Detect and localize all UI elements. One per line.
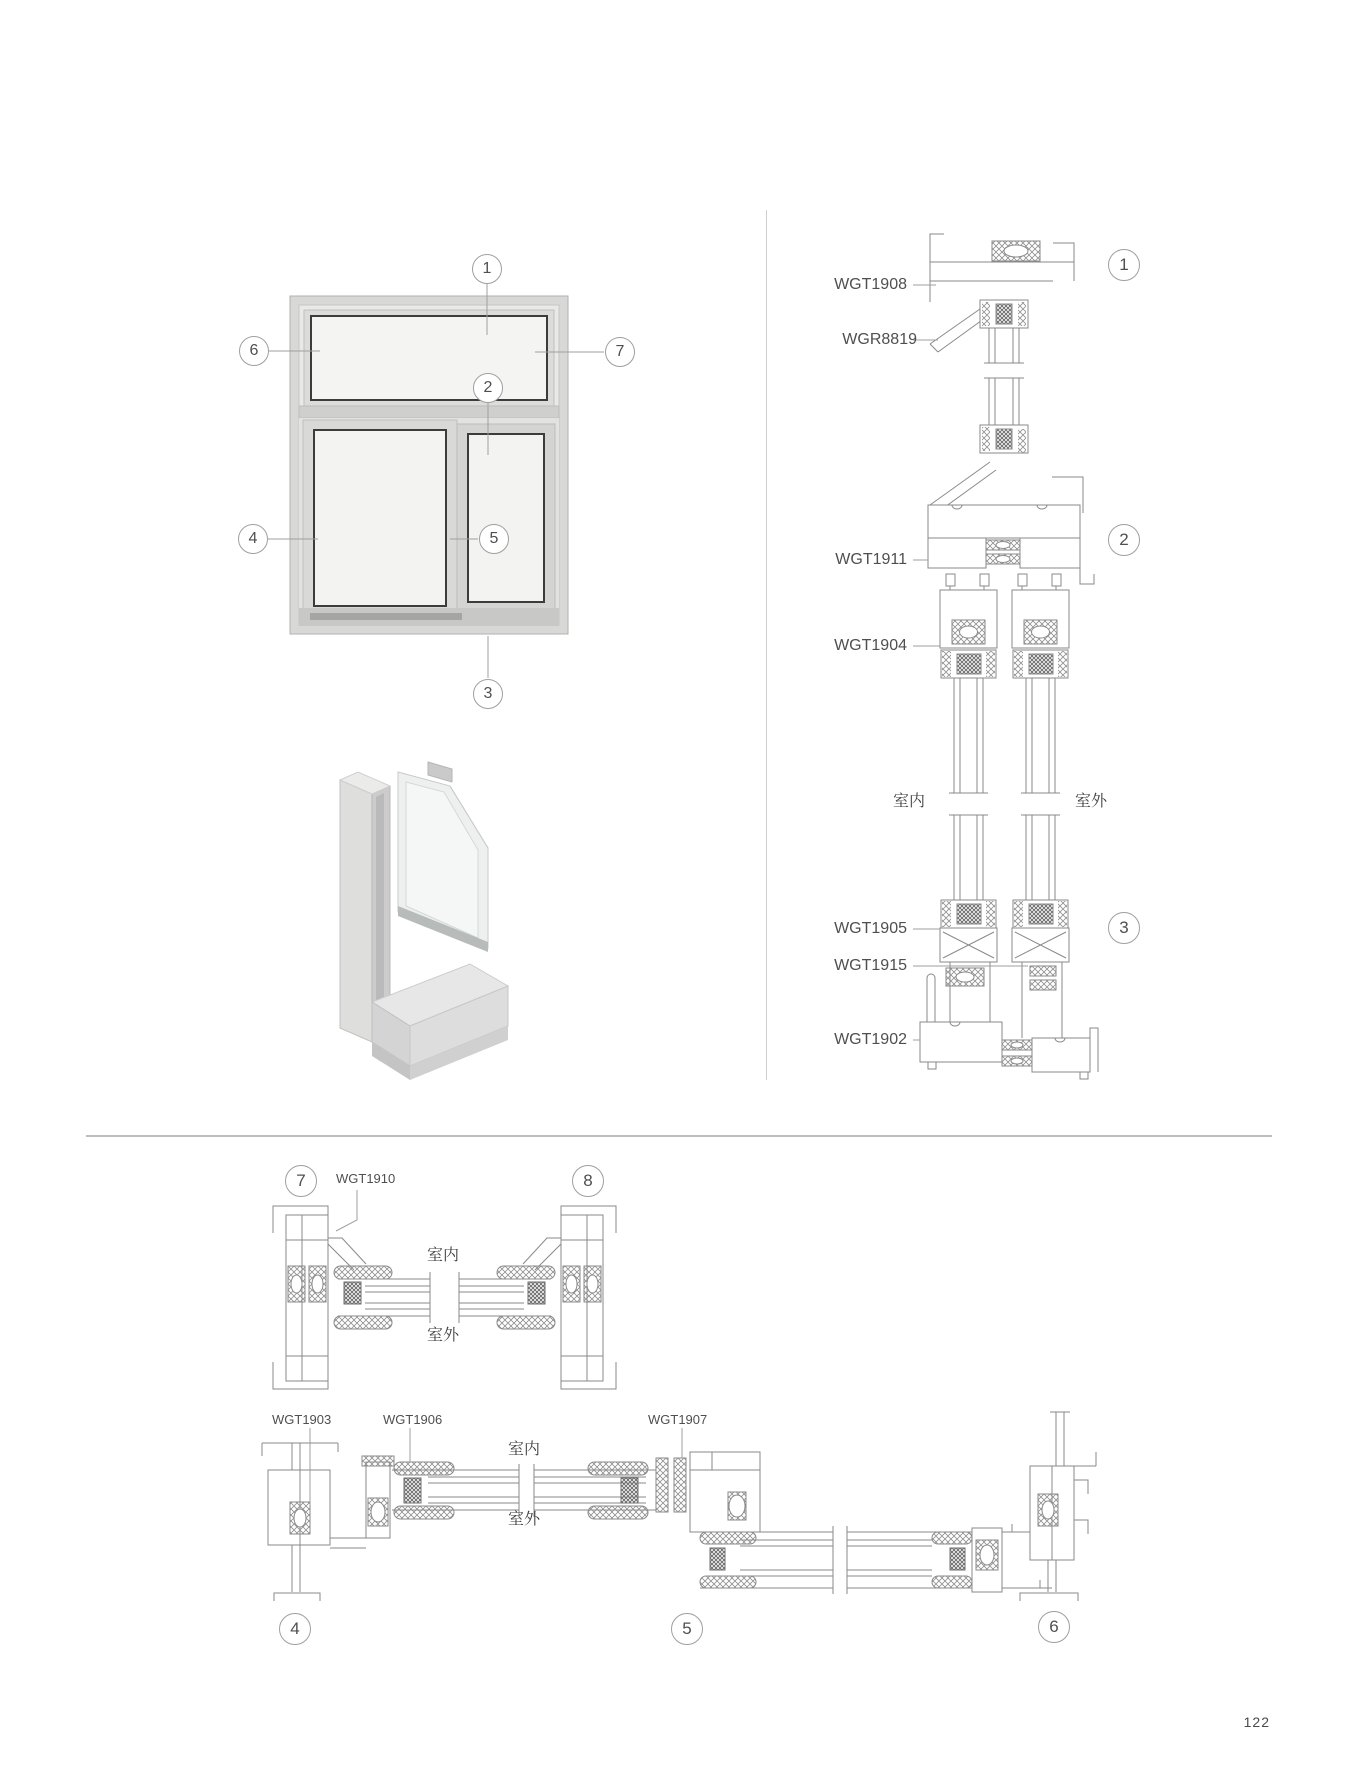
section-divider-line [86,1135,1272,1137]
callout-a7-number: 7 [296,1171,306,1190]
horizontal-section-b-drawing [262,1412,1096,1601]
profile-label-wgt1902: WGT1902 [834,1031,907,1048]
callout-b5-number: 5 [682,1619,692,1638]
profile-label-wgt1906: WGT1906 [383,1412,443,1427]
callout-b4-number: 4 [290,1619,300,1638]
interior-label-section-a: 室内 [427,1247,460,1264]
profile-label-wgt1908: WGT1908 [834,276,907,293]
profile-label-wgr8819: WGR8819 [842,331,917,348]
exterior-label-section-b: 室外 [508,1511,541,1528]
callout-1 [472,254,502,284]
interior-label-section-b: 室内 [508,1441,541,1458]
callout-v3 [1108,912,1140,944]
callout-4-number: 4 [248,530,258,547]
callout-6 [239,336,269,366]
profile-3d-render [340,762,508,1080]
callout-4 [238,524,268,554]
interior-label-vertical: 室内 [892,793,925,810]
callout-a8 [572,1165,604,1197]
callout-v2-number: 2 [1119,530,1129,549]
callout-6-number: 6 [249,342,259,359]
horizontal-section-a-drawing [273,1190,616,1389]
callout-a8-number: 8 [583,1171,593,1190]
profile-label-wgt1910: WGT1910 [336,1171,396,1186]
profile-label-wgt1904: WGT1904 [834,637,907,654]
exterior-label-section-a: 室外 [427,1327,460,1344]
callout-v2 [1108,524,1140,556]
callout-3 [473,679,503,709]
callout-a7 [285,1165,317,1197]
profile-label-wgt1915: WGT1915 [834,957,907,974]
callout-2 [473,373,503,403]
callout-1-number: 1 [482,260,492,277]
profile-label-wgt1903: WGT1903 [272,1412,332,1427]
callout-b6-number: 6 [1049,1617,1059,1636]
callout-5 [479,524,509,554]
page-number: 122 [1243,1714,1270,1730]
callout-b5 [671,1613,703,1645]
callout-5-number: 5 [489,530,499,547]
callout-b4 [279,1613,311,1645]
callout-b6 [1038,1611,1070,1643]
profile-label-wgt1911: WGT1911 [835,551,907,568]
profile-label-wgt1905: WGT1905 [834,920,907,937]
callout-2-number: 2 [483,379,493,396]
callout-7 [605,337,635,367]
callout-v1-number: 1 [1119,255,1129,274]
window-elevation-drawing [268,284,604,678]
callout-7-number: 7 [615,343,625,360]
vertical-section-drawing [913,234,1098,1079]
callout-v3-number: 3 [1119,918,1129,937]
profile-label-wgt1907: WGT1907 [648,1412,708,1427]
callout-v1 [1108,249,1140,281]
wgt1910-leader-line [336,1190,357,1231]
column-divider-line [766,210,767,1080]
exterior-label-vertical: 室外 [1075,793,1108,810]
callout-3-number: 3 [483,685,493,702]
